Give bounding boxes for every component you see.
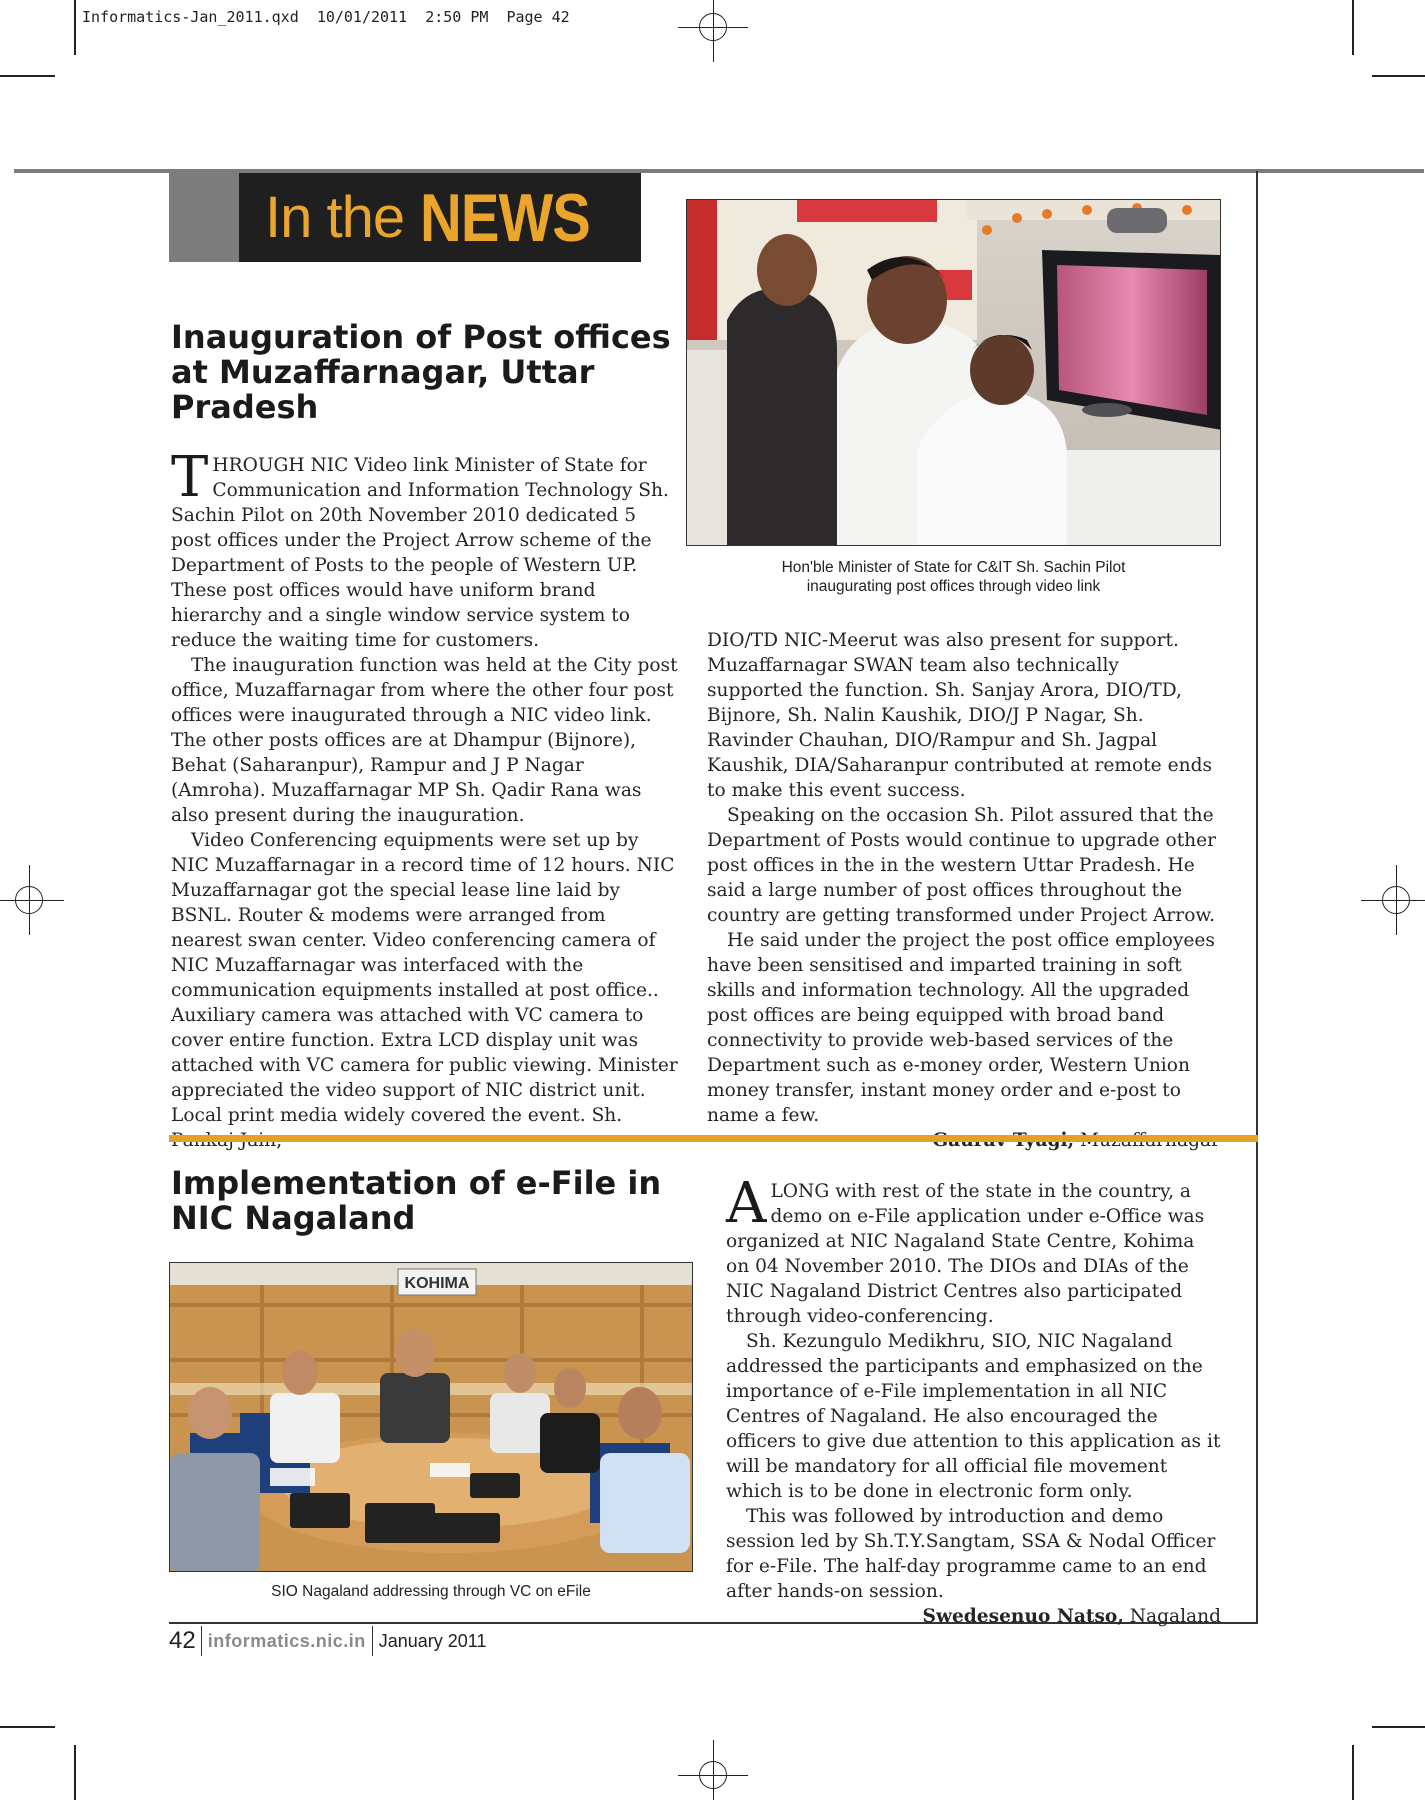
article2-dropcap: A	[726, 1171, 767, 1236]
slug-file: Informatics-Jan_2011.qxd	[82, 8, 299, 26]
slug-line	[82, 8, 570, 26]
article1-column-left	[171, 445, 681, 1153]
article1-paragraph-2: The inauguration function was held at the City post office, Muzaffarnagar from where the other four post offices were inaugurated through a NIC video link. The other posts offices are at Dhampur (Bijnore), Behat (Saharanpur), Rampur and J P Nagar (Amroha). Muzaffarnagar MP Sh. Qadir Rana was also present during the inauguration.	[171, 655, 678, 826]
article2-paragraph-1	[726, 1171, 1221, 1329]
article2-headline: Implementation of e-File in NIC Nagaland	[171, 1164, 662, 1237]
banner-in-the: In the	[265, 185, 405, 250]
registration-mark-icon	[699, 1761, 727, 1789]
minister-video-link-image	[687, 200, 1221, 546]
slug-time: 2:50 PM	[425, 8, 489, 26]
slug-page: Page 42	[506, 8, 570, 26]
article1-dropcap: T	[171, 445, 209, 510]
article2-byline	[726, 1604, 1221, 1629]
article1-photo	[686, 199, 1221, 546]
article2-photo-caption: SIO Nagaland addressing through VC on eFile	[271, 1583, 591, 1600]
crop-mark	[1352, 1745, 1354, 1800]
article2-column	[726, 1171, 1221, 1629]
crop-mark	[74, 1745, 76, 1800]
banner-news: NEWS	[420, 179, 591, 256]
article1-paragraph-3: Video Conferencing equipments were set up by NIC Muzaffarnagar in a record time of 12 hours. NIC Muzaffarnagar got the special lease line laid by BSNL. Router & modems were arranged from nearest swan center. Video conferencing camera of NIC Muzaffarnagar was interfaced with the communication equipments installed at post office.. Auxiliary camera was attached with VC camera to cover entire function. Extra LCD display unit was attached with VC camera for public viewing. Minister appreciated the video support of NIC district unit. Local print media widely covered the event. Sh.	[171, 830, 678, 1126]
page-number: 42	[169, 1626, 202, 1656]
footer-date: January 2011	[378, 1631, 487, 1651]
article2-author: Swedesenuo Natso,	[922, 1606, 1124, 1627]
article1-paragraph-5: Speaking on the occasion Sh. Pilot assured that the Department of Posts would continue to upgrade other post offices in the in the western Uttar Pradesh. He said a large number of post offices throughout the country are getting transformed under Project Arrow.	[707, 805, 1217, 926]
registration-mark-icon	[15, 886, 43, 914]
article2-photo	[169, 1262, 693, 1572]
slug-date: 10/01/2011	[316, 8, 408, 26]
crop-mark	[1352, 0, 1354, 55]
crop-mark	[0, 75, 55, 77]
registration-mark-icon	[1382, 886, 1410, 914]
article1-p1-text: HROUGH NIC Video link Minister of State for Communication and Information Technology Sh. Sachin Pilot on 20th November 2010 dedicated 5 post offices under the Project Arrow scheme of the Department of Posts to the people of Western UP. These post offices would have uniform brand hierarchy and a single window service system to reduce the waiting time for customers.	[171, 455, 669, 651]
crop-mark	[74, 0, 76, 55]
frame-right-rule	[1256, 171, 1258, 1623]
article1-paragraph-1	[171, 445, 681, 653]
article1-paragraph-4: DIO/TD NIC-Meerut was also present for support. Muzaffarnagar SWAN team also technically supported the function. Sh. Sanjay Arora, DIO/TD, Bijnore, Sh. Nalin Kaushik, DIO/J P Nagar, Sh. Ravinder Chauhan, DIO/Rampur and Sh. Jagpal Kaushik, DIA/Saharanpur contributed at remote ends to make this event success.	[707, 630, 1213, 801]
article-divider	[169, 1135, 1258, 1142]
kohima-sign: KOHIMA	[404, 1275, 470, 1292]
section-banner	[239, 173, 641, 262]
crop-mark	[1372, 1726, 1425, 1728]
article2-p1-text: LONG with rest of the state in the country, a demo on e-File application under e-Office was organized at NIC Nagaland State Centre, Kohima on 04 November 2010. The DIOs and DIAs of the NIC Nagaland District Centres also participated through video-conferencing.	[726, 1181, 1205, 1327]
vc-meeting-image	[170, 1263, 693, 1572]
article1-photo-caption: Hon'ble Minister of State for C&IT Sh. Sachin Pilot inaugurating post offices through video link	[781, 559, 1126, 595]
article2-paragraph-2: Sh. Kezungulo Medikhru, SIO, NIC Nagaland addressed the participants and emphasized on the importance of e-File implementation in all NIC Centres of Nagaland. He also encouraged the officers to give due attention to this application as it will be mandatory for all official file movement which is to be done in electronic form only.	[726, 1331, 1221, 1502]
crop-mark	[1372, 75, 1425, 77]
article1-paragraph-6: He said under the project the post office employees have been sensitised and imparted training in soft skills and information technology. All the upgraded post offices are being equipped with broad band connectivity to provide web-based services of the Department such as e-money order, Western Union money transfer, instant money order and e-post to name a few.	[707, 930, 1215, 1126]
crop-mark	[0, 1726, 55, 1728]
article1-column-right	[707, 628, 1220, 1153]
page-footer	[169, 1625, 486, 1657]
banner-grey-block	[169, 171, 239, 262]
article2-location: Nagaland	[1129, 1606, 1221, 1627]
footer-site: informatics.nic.in	[202, 1626, 373, 1656]
article1-headline: Inauguration of Post offices at Muzaffarnagar, Uttar Pradesh	[171, 318, 671, 426]
registration-mark-icon	[699, 13, 727, 41]
article2-paragraph-3: This was followed by introduction and demo session led by Sh.T.Y.Sangtam, SSA & Nodal Officer for e-File. The half-day programme came to an end after hands-on session.	[726, 1506, 1216, 1602]
